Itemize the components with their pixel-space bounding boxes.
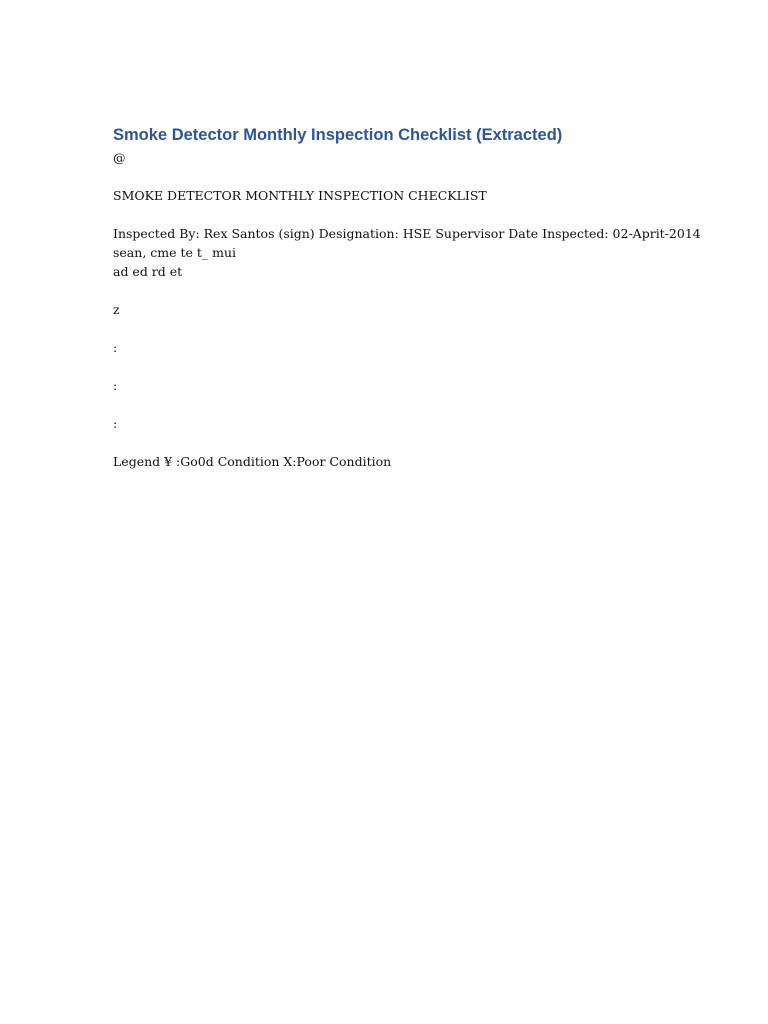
blank-line (113, 281, 693, 300)
ocr-fragment-line-1: sean, cme te t_ mui (113, 245, 237, 260)
blank-line (113, 433, 693, 452)
document-title: Smoke Detector Monthly Inspection Checklist (Extracted) (113, 126, 563, 144)
ocr-fragment-line-2: ad ed rd et (113, 264, 183, 279)
at-symbol-line: @ (113, 150, 126, 165)
blank-line (113, 319, 693, 338)
legend-line: Legend ¥ :Go0d Condition X:Poor Condition (113, 454, 392, 469)
document-body (113, 122, 701, 471)
checklist-heading: SMOKE DETECTOR MONTHLY INSPECTION CHECKLIST (113, 188, 487, 203)
ocr-fragment-z: z (113, 302, 120, 317)
blank-line (113, 395, 693, 414)
inspection-details-line: Inspected By: Rex Santos (sign) Designation: HSE Supervisor Date Inspected: 02-Aprit-2014 (113, 226, 701, 241)
colon-line-1: : (113, 340, 118, 355)
colon-line-2: : (113, 378, 118, 393)
blank-line (113, 357, 693, 376)
colon-line-3: : (113, 416, 118, 431)
blank-line (113, 167, 693, 186)
blank-line (113, 205, 693, 224)
